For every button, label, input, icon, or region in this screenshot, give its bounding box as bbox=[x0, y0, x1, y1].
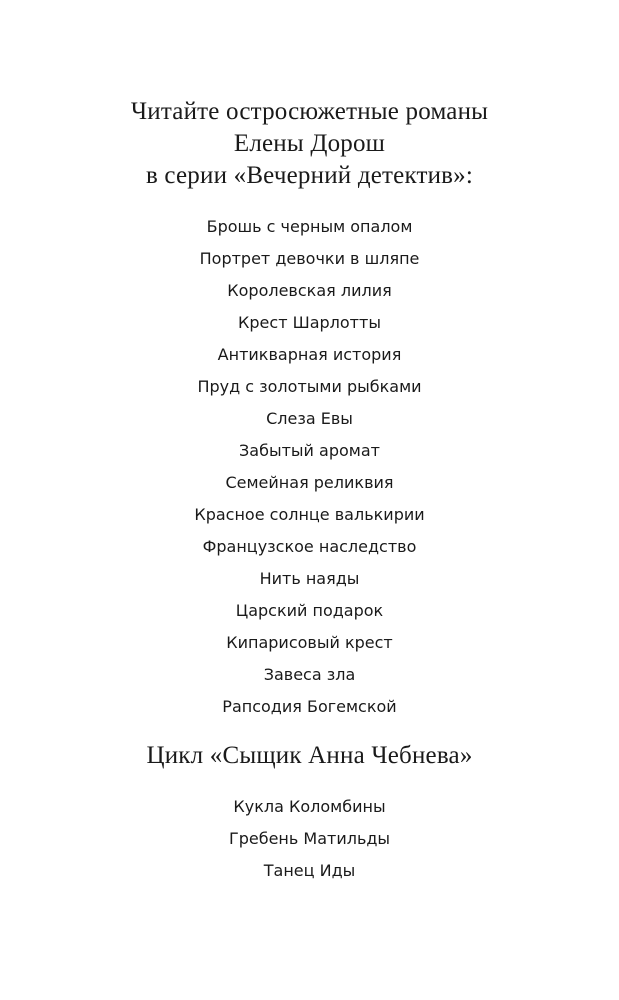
book-title: Гребень Матильды bbox=[228, 829, 391, 848]
book-title: Красное солнце валькирии bbox=[194, 505, 425, 524]
book-title: Танец Иды bbox=[263, 861, 356, 880]
book-title: Кипарисовый крест bbox=[226, 633, 393, 652]
cycle-book-list bbox=[0, 791, 619, 887]
book-title: Забытый аромат bbox=[239, 441, 380, 460]
book-title: Нить наяды bbox=[259, 569, 360, 588]
book-title: Королевская лилия bbox=[227, 281, 392, 300]
series-book-list bbox=[0, 211, 619, 723]
book-title: Семейная реликвия bbox=[225, 473, 394, 492]
book-title: Французское наследство bbox=[202, 537, 417, 556]
book-title: Пруд с золотыми рыбками bbox=[197, 377, 422, 396]
intro-line-1: Читайте остросюжетные романы bbox=[130, 98, 489, 125]
book-title: Завеса зла bbox=[263, 665, 356, 684]
book-title: Кукла Коломбины bbox=[233, 797, 386, 816]
intro-line-2: Елены Дорош bbox=[233, 130, 386, 157]
book-title: Слеза Евы bbox=[266, 409, 353, 428]
book-title: Антикварная история bbox=[217, 345, 402, 364]
book-title: Брошь с черным опалом bbox=[206, 217, 413, 236]
cycle-heading: Цикл «Сыщик Анна Чебнева» bbox=[146, 742, 473, 769]
book-title: Рапсодия Богемской bbox=[222, 697, 397, 716]
intro-heading bbox=[0, 96, 619, 192]
intro-line-3: в серии «Вечерний детектив»: bbox=[145, 162, 474, 189]
book-title: Царский подарок bbox=[235, 601, 384, 620]
book-title: Крест Шарлотты bbox=[238, 313, 381, 332]
book-title: Портрет девочки в шляпе bbox=[199, 249, 420, 268]
